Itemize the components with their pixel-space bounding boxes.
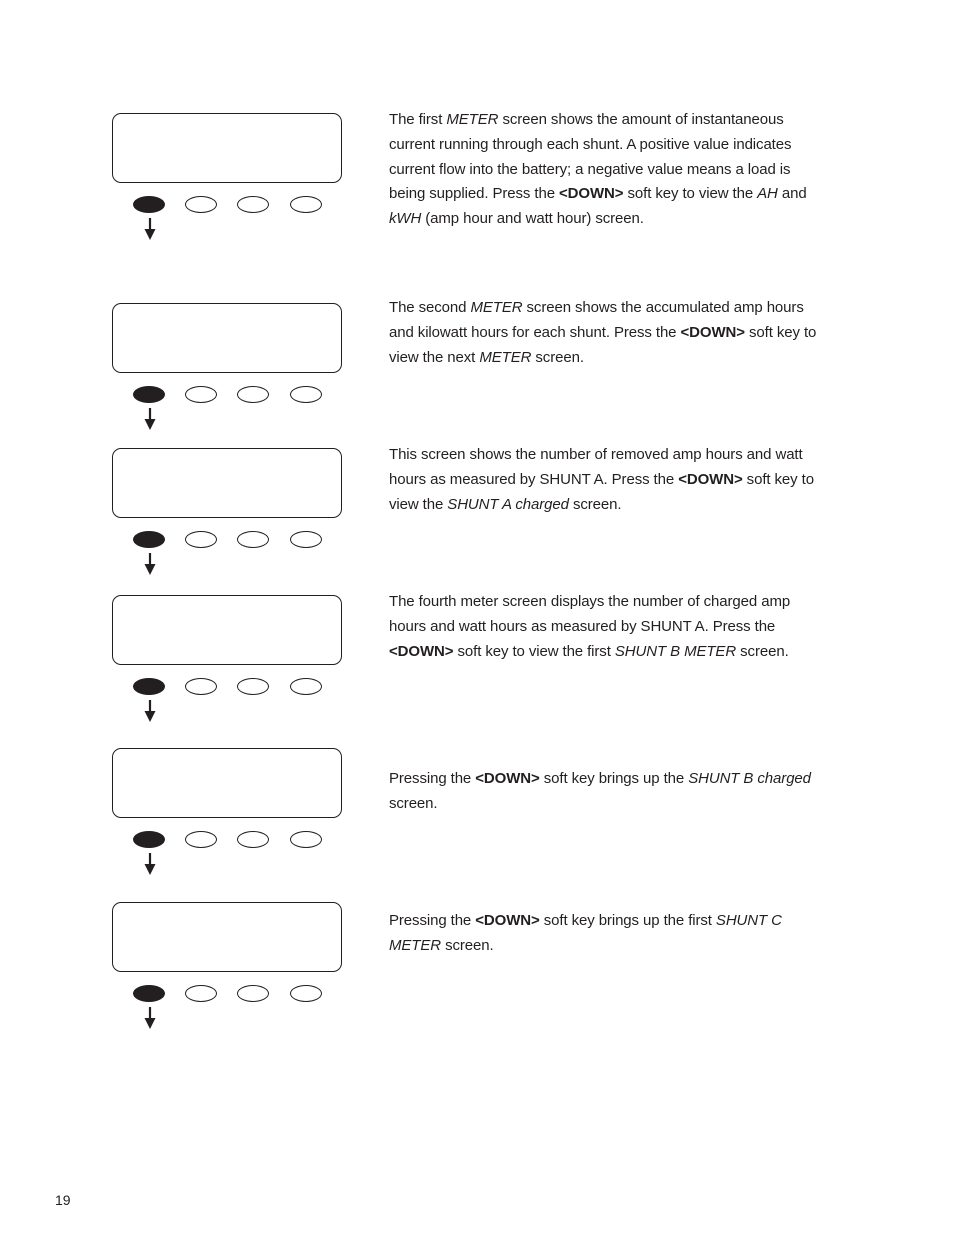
down-arrow-icon <box>143 700 157 722</box>
lcd-display <box>112 113 342 183</box>
text-run: This screen shows the number of removed amp hours and watt hours as measured by SHUNT A. Press the <box>389 446 803 488</box>
soft-key-3[interactable] <box>237 985 269 1002</box>
text-run: soft key to view the first <box>453 642 615 660</box>
text-run: soft key brings up the <box>539 770 689 787</box>
text-run: soft key to view the <box>623 185 758 203</box>
down-soft-key[interactable] <box>133 678 165 695</box>
soft-key-4[interactable] <box>290 985 322 1002</box>
soft-key-3[interactable] <box>237 196 269 213</box>
down-soft-key[interactable] <box>133 386 165 403</box>
soft-key-3[interactable] <box>237 831 269 848</box>
lcd-display <box>112 303 342 373</box>
text-run: screen. <box>389 794 438 812</box>
key-name: <DOWN> <box>475 770 540 787</box>
soft-key-4[interactable] <box>290 196 322 213</box>
screen-name: SHUNT A charged <box>447 495 569 513</box>
down-soft-key[interactable] <box>133 831 165 848</box>
down-soft-key[interactable] <box>133 196 165 213</box>
soft-key-2[interactable] <box>185 196 217 213</box>
soft-key-3[interactable] <box>237 386 269 403</box>
lcd-display <box>112 448 342 518</box>
text-run: Pressing the <box>389 770 476 787</box>
section-description <box>389 909 819 959</box>
section-description <box>389 590 819 664</box>
text-run: screen. <box>441 936 494 954</box>
text-run: and <box>777 185 807 203</box>
section-description <box>389 443 819 517</box>
soft-key-4[interactable] <box>290 678 322 695</box>
text-run: screen shows the amount of instantaneous current running through each shunt. A positive value indicates current flow into the battery; a negative value means a load is being supplied. Press the <box>389 111 792 203</box>
soft-key-4[interactable] <box>290 831 322 848</box>
section-description <box>389 296 819 370</box>
text-run: soft key to view the <box>389 470 814 513</box>
key-name: <DOWN> <box>475 912 540 929</box>
down-arrow-icon <box>143 553 157 575</box>
down-arrow-icon <box>143 218 157 240</box>
lcd-display <box>112 595 342 665</box>
soft-key-2[interactable] <box>185 678 217 695</box>
key-name: <DOWN> <box>389 642 454 660</box>
text-run: screen. <box>568 495 622 513</box>
down-soft-key[interactable] <box>133 531 165 548</box>
soft-key-2[interactable] <box>185 985 217 1002</box>
down-arrow-icon <box>143 1007 157 1029</box>
soft-key-4[interactable] <box>290 386 322 403</box>
text-run: (amp hour and watt hour) screen. <box>421 210 644 228</box>
text-run: Pressing the <box>389 912 476 929</box>
soft-key-2[interactable] <box>185 831 217 848</box>
key-name: <DOWN> <box>559 185 624 203</box>
screen-name: SHUNT B METER <box>614 642 737 660</box>
screen-name: METER <box>479 348 532 366</box>
soft-key-2[interactable] <box>185 386 217 403</box>
down-soft-key[interactable] <box>133 985 165 1002</box>
section-description <box>389 108 819 232</box>
soft-key-2[interactable] <box>185 531 217 548</box>
text-run: screen shows the accumulated amp hours and kilowatt hours for each shunt. Press the <box>389 299 804 341</box>
key-name: <DOWN> <box>678 470 743 488</box>
text-run: soft key brings up the first <box>539 912 716 929</box>
down-arrow-icon <box>143 853 157 875</box>
screen-name: METER <box>470 299 523 316</box>
soft-key-3[interactable] <box>237 678 269 695</box>
lcd-display <box>112 902 342 972</box>
text-run: The first <box>389 111 447 128</box>
soft-key-4[interactable] <box>290 531 322 548</box>
down-arrow-icon <box>143 408 157 430</box>
screen-name: METER <box>446 111 499 128</box>
key-name: <DOWN> <box>680 323 745 341</box>
text-run: screen. <box>736 642 789 660</box>
screen-name: kWH <box>389 210 422 228</box>
text-run: The fourth meter screen displays the number of charged amp hours and watt hours as measured by SHUNT A. Press the <box>389 593 791 635</box>
soft-key-3[interactable] <box>237 531 269 548</box>
text-run: screen. <box>531 348 584 366</box>
lcd-display <box>112 748 342 818</box>
screen-name: SHUNT C METER <box>389 912 782 954</box>
screen-name: AH <box>757 185 778 203</box>
screen-name: SHUNT B charged <box>688 770 811 787</box>
text-run: The second <box>389 299 471 316</box>
page-number: 19 <box>55 1192 71 1208</box>
text-run: soft key to view the next <box>389 323 817 366</box>
section-description <box>389 767 819 817</box>
